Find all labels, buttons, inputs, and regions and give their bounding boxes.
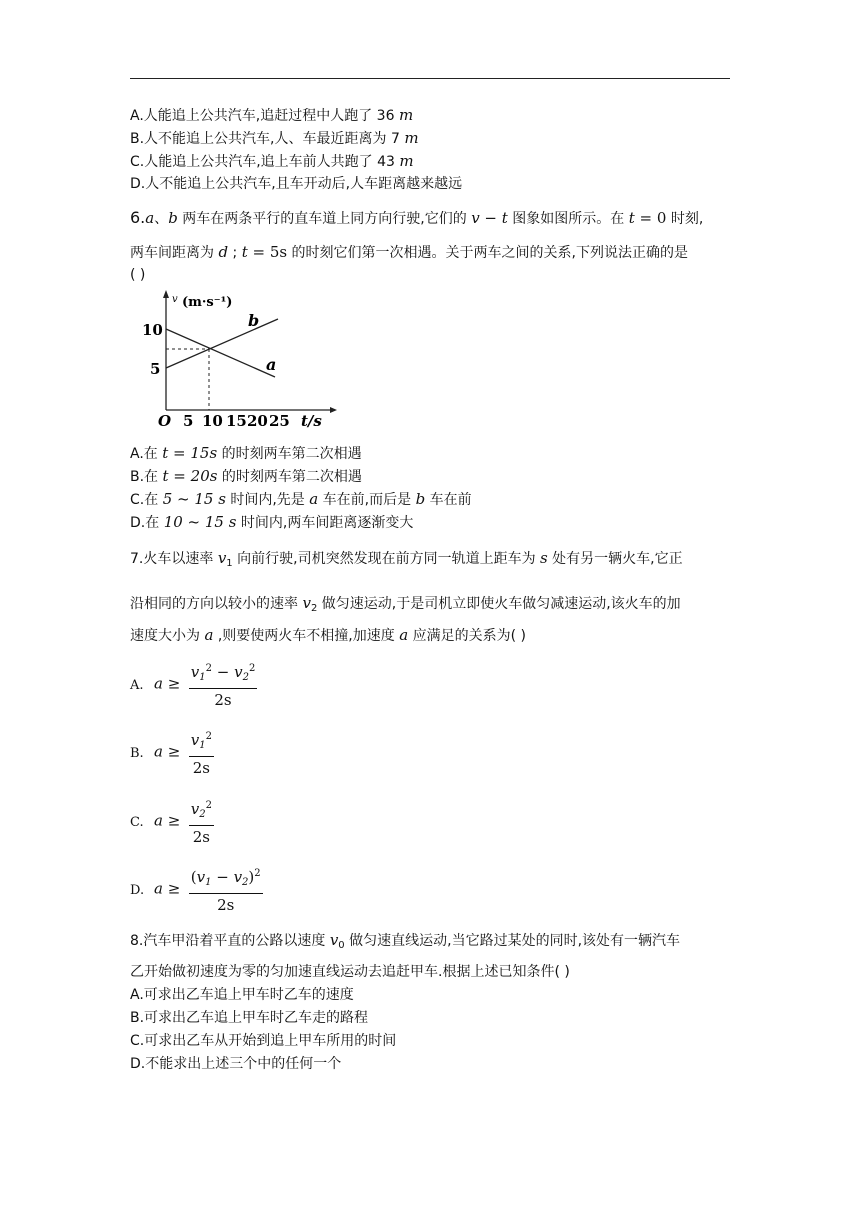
q7-option-a: A. a ≥ $\frac{v_1^2 - v_2^2}{2s}$ xyxy=(130,660,257,709)
q8-option-b: B.可求出乙车追上甲车时乙车走的路程 xyxy=(130,1010,369,1026)
q5-option-c: C.人能追上公共汽车,追上车前人共跑了 43 m xyxy=(130,152,414,170)
q6-answer-paren: ( ) xyxy=(130,267,146,283)
q8-stem-line1: 8.汽车甲沿着平直的公路以速度 $v_0$ 做匀速直线运动,当它路过某处的同时,该处有一辆汽车 xyxy=(130,931,681,951)
q5-option-a: A.人能追上公共汽车,追赶过程中人跑了 36 m xyxy=(130,106,414,124)
line-a xyxy=(166,329,275,377)
q7-stem-line2: 沿相同的方向以较小的速率 $v_2$ 做匀速运动,于是司机立即使火车做匀减速运动,该火车的加 xyxy=(130,594,681,614)
y-axis-var: v xyxy=(172,294,178,305)
origin-label: O xyxy=(158,412,172,430)
y-axis-arrow xyxy=(163,290,169,298)
line-b xyxy=(166,319,278,368)
x-axis-arrow xyxy=(330,407,337,413)
q5-option-b: B.人不能追上公共汽车,人、车最近距离为 7 m xyxy=(130,129,419,147)
header-rule xyxy=(130,78,730,79)
q8-stem-line2: 乙开始做初速度为零的匀加速直线运动去追赶甲车.根据上述已知条件( ) xyxy=(130,964,570,980)
vt-graph xyxy=(138,284,338,430)
x-tick-10: 10 xyxy=(202,412,223,430)
q6-option-b: B.在 t = 20s 的时刻两车第二次相遇 xyxy=(130,467,362,485)
x-tick-25: 25 xyxy=(269,412,290,430)
q6-stem-line2: 两车间距离为 d ; t = 5s 的时刻它们第一次相遇。关于两车之间的关系,下列说法正确的是 xyxy=(130,243,688,261)
label-a: a xyxy=(266,355,277,374)
q8-option-c: C.可求出乙车从开始到追上甲车所用的时间 xyxy=(130,1033,397,1049)
y-tick-5: 5 xyxy=(150,360,161,378)
label-b: b xyxy=(248,311,260,330)
q6-option-d: D.在 10 ~ 15 s 时间内,两车间距离逐渐变大 xyxy=(130,513,414,531)
q5-option-d: D.人不能追上公共汽车,且车开动后,人车距离越来越远 xyxy=(130,176,463,192)
q8-option-d: D.不能求出上述三个中的任何一个 xyxy=(130,1056,342,1072)
q7-option-d: D. a ≥ $\frac{(v_1 - v_2)^2}{2s}$ xyxy=(130,865,263,914)
q7-stem-line3: 速度大小为 a ,则要使两火车不相撞,加速度 a 应满足的关系为( ) xyxy=(130,626,526,644)
q7-stem-line1: 7.火车以速率 $v_1$ 向前行驶,司机突然发现在前方同一轨道上距车为 s 处有另一辆火车,它正 xyxy=(130,549,683,569)
q7-option-c: C. a ≥ $\frac{v_2^2}{2s}$ xyxy=(130,797,214,846)
y-axis-unit: (m·s⁻¹) xyxy=(182,295,233,310)
x-tick-20: 20 xyxy=(247,412,268,430)
q6-option-c: C.在 5 ~ 15 s 时间内,先是 a 车在前,而后是 b 车在前 xyxy=(130,490,472,508)
x-axis-unit: t/s xyxy=(301,412,322,430)
x-tick-15: 15 xyxy=(226,412,247,430)
q7-option-b: B. a ≥ $\frac{v_1^2}{2s}$ xyxy=(130,728,214,777)
q8-option-a: A.可求出乙车追上甲车时乙车的速度 xyxy=(130,987,354,1003)
q6-stem-line1: 6.a、b 两车在两条平行的直车道上同方向行驶,它们的 v − t 图象如图所示。在 t = 0 时刻, xyxy=(130,208,704,227)
x-tick-5: 5 xyxy=(183,412,194,430)
q6-option-a: A.在 t = 15s 的时刻两车第二次相遇 xyxy=(130,444,362,462)
y-tick-10: 10 xyxy=(142,321,163,339)
